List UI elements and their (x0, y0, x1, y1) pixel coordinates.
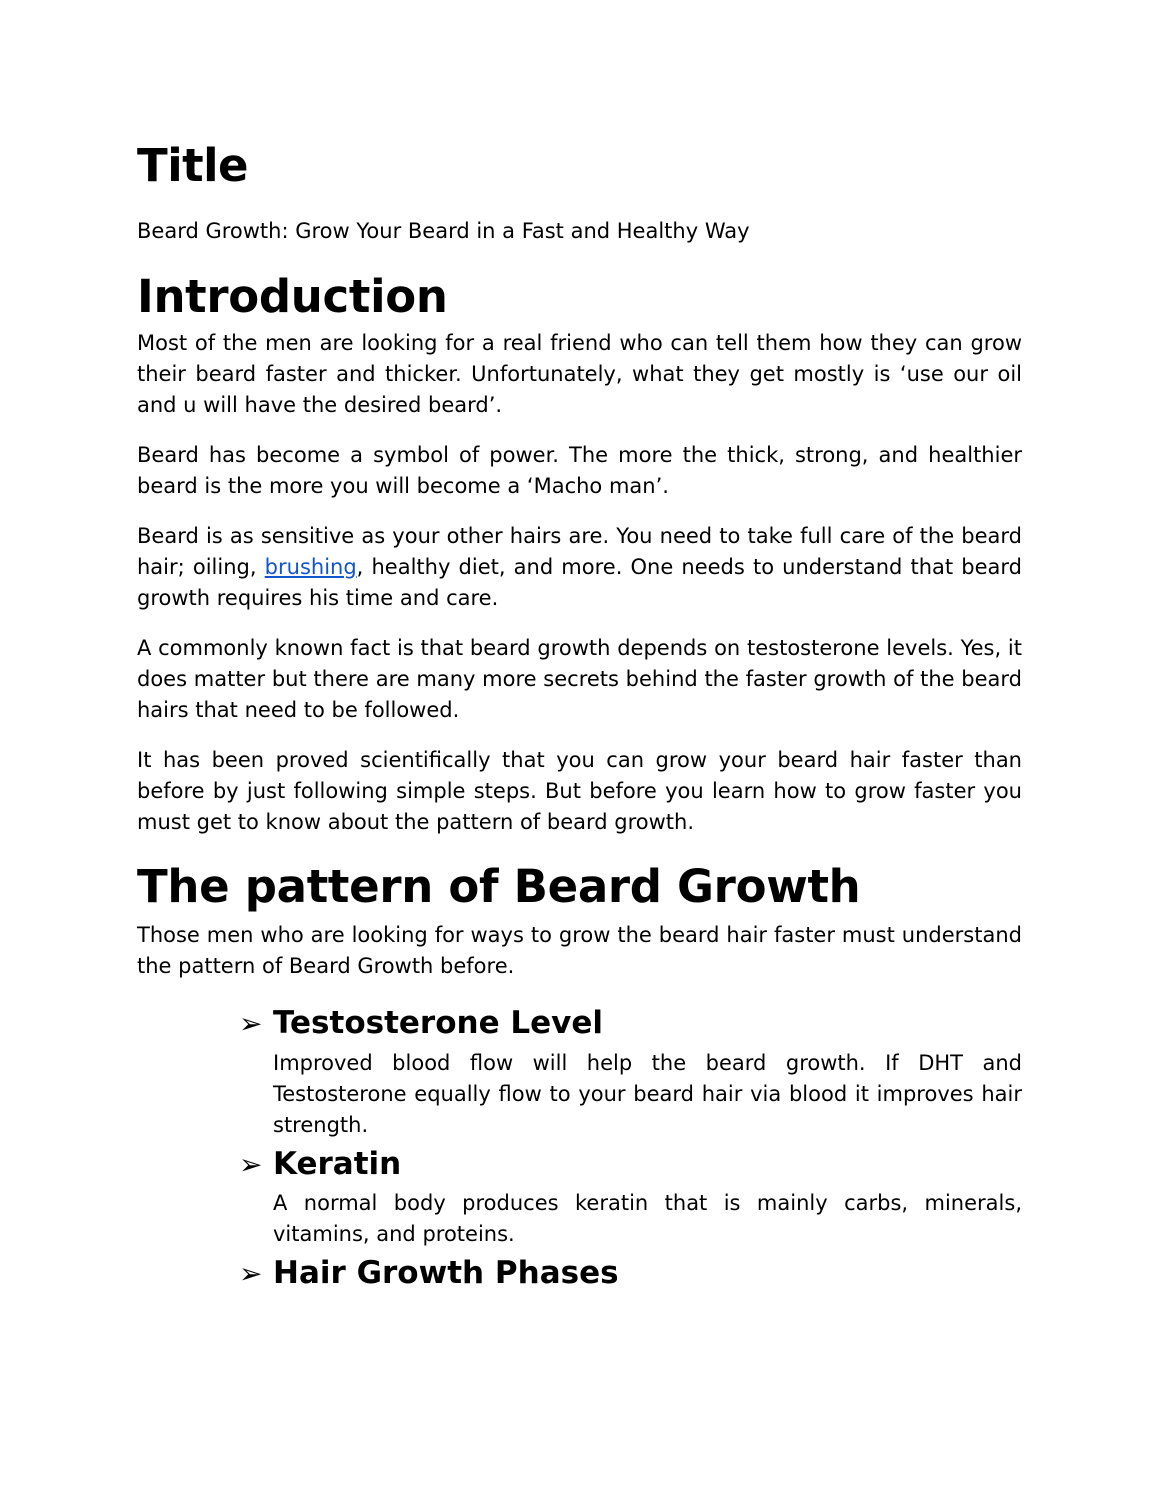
intro-paragraph-3-before: Beard is as sensitive as your other hairs are. You need to take full care of the beard hair; oiling, (137, 524, 1022, 580)
intro-paragraph-3 (137, 521, 1022, 615)
intro-paragraph-4: A commonly known fact is that beard growth depends on testosterone levels. Yes, it does matter but there are many more secrets behind the faster growth of the beard hairs that need to be followed. (137, 636, 1022, 723)
subheading-label: Keratin (273, 1146, 402, 1182)
brushing-link[interactable]: brushing (264, 555, 357, 580)
title-heading: Title (137, 139, 249, 192)
section-heading-pattern: The pattern of Beard Growth (137, 860, 861, 913)
testosterone-paragraph: Improved blood flow will help the beard growth. If DHT and Testosterone equally flow to your beard hair via blood it improves hair strength. (273, 1051, 1022, 1138)
pattern-paragraph-1: Those men who are looking for ways to grow the beard hair faster must understand the pattern of Beard Growth before. (137, 923, 1022, 979)
section-heading-introduction: Introduction (137, 270, 448, 323)
subheading-testosterone-level (239, 1003, 603, 1044)
intro-paragraph-3-after: , healthy diet, and more. One needs to understand that beard growth requires his time and care. (137, 555, 1022, 611)
intro-paragraph-2: Beard has become a symbol of power. The more the thick, strong, and healthier beard is the more you will become a ‘Macho man’. (137, 443, 1022, 499)
keratin-paragraph: A normal body produces keratin that is mainly carbs, minerals, vitamins, and proteins. (273, 1191, 1022, 1247)
arrow-bullet-icon: ➢ (239, 1148, 263, 1181)
arrow-bullet-icon: ➢ (239, 1257, 263, 1290)
arrow-bullet-icon: ➢ (239, 1007, 263, 1040)
subheading-label: Hair Growth Phases (273, 1255, 619, 1291)
document-subtitle: Beard Growth: Grow Your Beard in a Fast and Healthy Way (137, 219, 750, 243)
intro-paragraph-1: Most of the men are looking for a real friend who can tell them how they can grow their beard faster and thicker. Unfortunately, what they get mostly is ‘use our oil and u will have the desired beard’. (137, 331, 1022, 418)
subheading-label: Testosterone Level (273, 1005, 604, 1041)
intro-paragraph-5: It has been proved scientifically that you can grow your beard hair faster than before by just following simple steps. But before you learn how to grow faster you must get to know about the pattern of beard growth. (137, 748, 1022, 835)
subheading-keratin (239, 1144, 401, 1185)
subheading-hair-growth-phases (239, 1253, 619, 1294)
